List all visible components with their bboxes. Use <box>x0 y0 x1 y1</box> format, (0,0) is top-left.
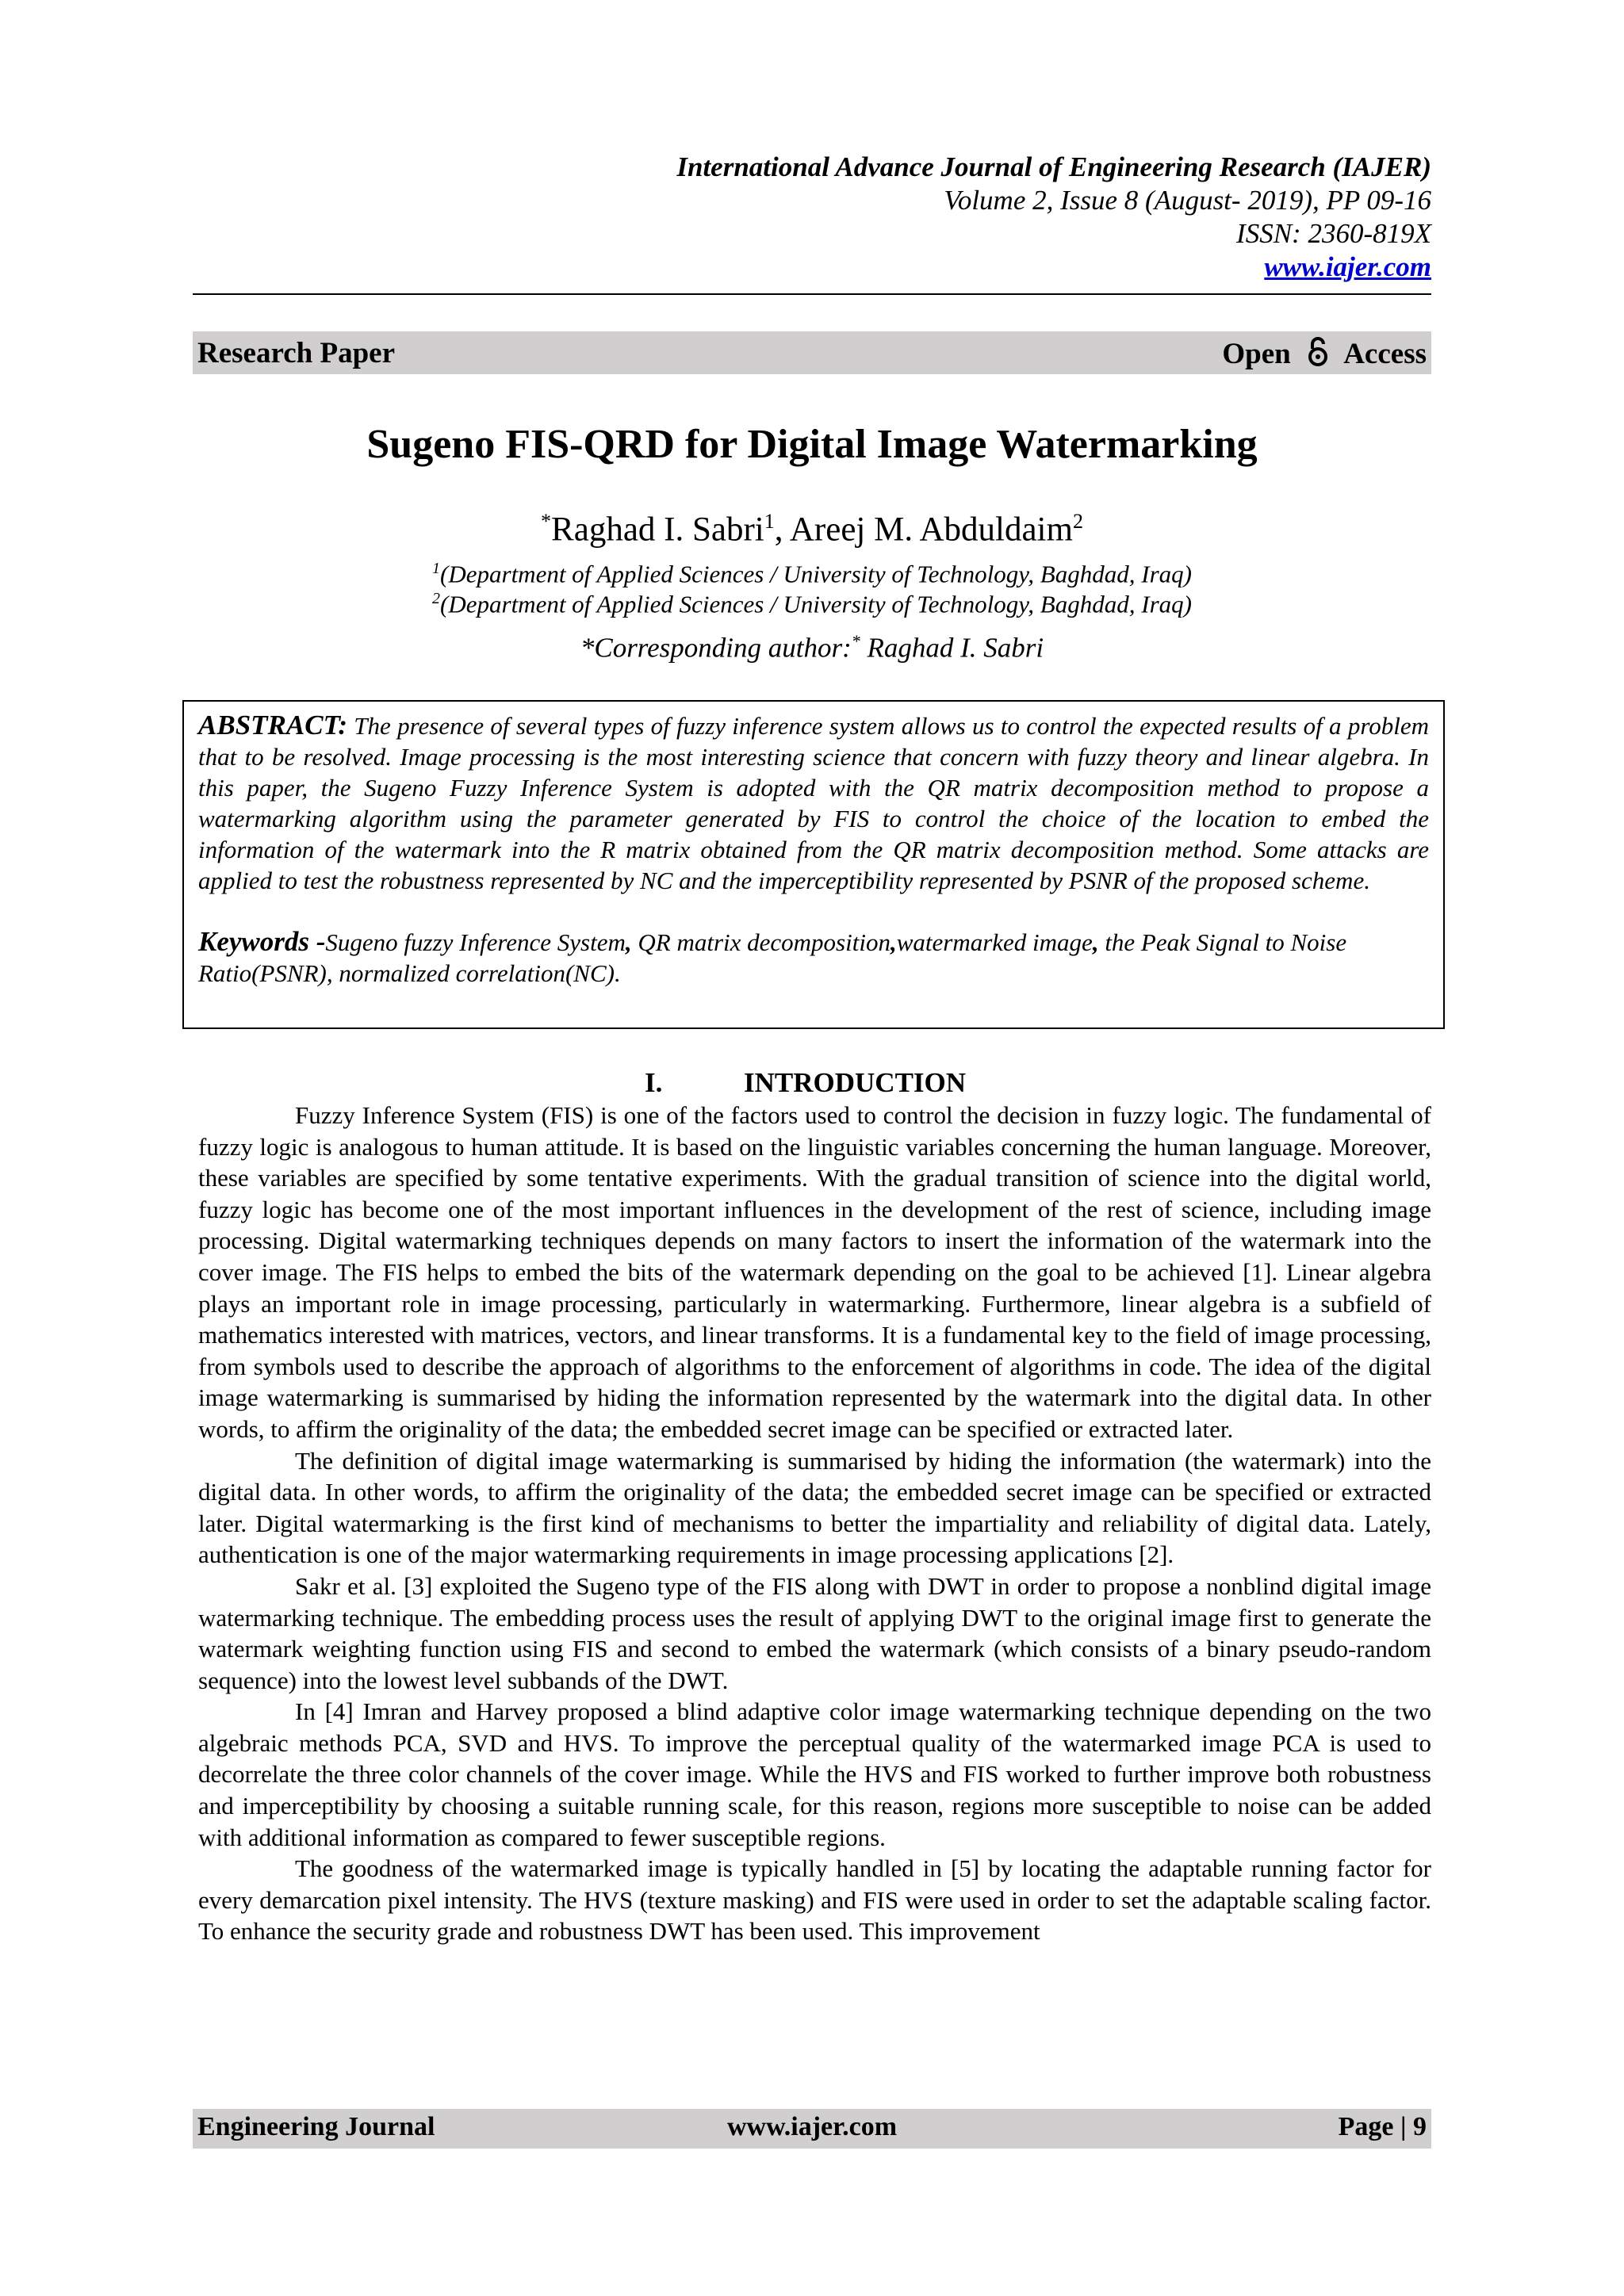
abstract-label: ABSTRACT: <box>198 710 348 740</box>
keyword-separator: , <box>1092 928 1099 956</box>
corresponding-author <box>193 625 1431 665</box>
introduction-body <box>198 1100 1431 1947</box>
keyword-separator: , <box>890 928 897 956</box>
author1-mark: * <box>541 510 552 533</box>
footer-journal: Engineering Journal <box>197 2112 435 2141</box>
open-access-icon <box>1306 336 1330 376</box>
journal-header <box>400 151 1431 284</box>
keyword-4: the Peak Signal to Noise Ratio(PSNR), normalized correlation(NC). <box>198 928 1347 987</box>
affiliation-1-sup: 1 <box>432 560 441 577</box>
paragraph: Fuzzy Inference System (FIS) is one of the factors used to control the decision in fuzzy logic. The fundamental of fuzzy logic is analogous to human attitude. It is based on the linguistic variables concerning the human language. Moreover, these variables are specified by some tentative experiments. With the gradual transition of science into the digital world, fuzzy logic has become one of the most important influences in the development of the rest of science, including image processing. Digital watermarking techniques depends on many factors to insert the information of the watermark into the cover image. The FIS helps to embed the bits of the watermark depending on the goal to be achieved [1]. Linear algebra plays an important role in image processing, particularly in watermarking. Furthermore, linear algebra is a subfield of mathematics interested with matrices, vectors, and linear transforms. It is a fundamental key to the field of image processing, from symbols used to describe the approach of algorithms to the enforcement of algorithms in code. The idea of the digital image watermarking is summarised by hiding the information represented by the watermark into the digital data. In other words, to affirm the originality of the data; the embedded secret image can be specified or extracted later. <box>198 1101 1431 1443</box>
paragraph: In [4] Imran and Harvey proposed a blind adaptive color image watermarking technique depending on the two algebraic methods PCA, SVD and HVS. To improve the perceptual quality of the watermarked image PCA is used to decorrelate the three color channels of the cover image. While the HVS and FIS worked to further improve both robustness and imperceptibility by choosing a suitable running scale, for this reason, regions more susceptible to noise can be added with additional information as compared to fewer susceptible regions. <box>198 1697 1431 1851</box>
section-number: I. <box>645 1067 663 1098</box>
keyword-3: watermarked image <box>896 928 1093 956</box>
paper-title: Sugeno FIS-QRD for Digital Image Watermarking <box>366 422 1258 467</box>
corresponding-name: Raghad I. Sabri <box>860 632 1044 664</box>
paragraph: The goodness of the watermarked image is typically handled in [5] by locating the adaptable running factor for every demarcation pixel intensity. The HVS (texture masking) and FIS were used in order to set the adaptable scaling factor. To enhance the security grade and robustness DWT has been used. This improvement <box>198 1854 1431 1946</box>
abstract <box>198 710 1429 896</box>
keyword-separator: , <box>625 928 632 956</box>
journal-issn: ISSN: 2360-819X <box>1236 218 1431 249</box>
keyword-1: Sugeno fuzzy Inference System <box>325 928 626 956</box>
keyword-2: QR matrix decomposition <box>631 928 891 956</box>
affiliation-2-text: (Department of Applied Sciences / University of Technology, Baghdad, Iraq) <box>440 590 1192 618</box>
affiliation-2 <box>193 584 1431 619</box>
affiliation-2-sup: 2 <box>432 590 441 607</box>
access-text: Access <box>1343 338 1427 370</box>
footer-url-link[interactable]: www.iajer.com <box>726 2112 898 2141</box>
research-paper-banner <box>193 331 1431 374</box>
footer-banner <box>193 2109 1431 2149</box>
open-access-label <box>1222 336 1427 376</box>
section-title: INTRODUCTION <box>744 1067 967 1098</box>
abstract-text: The presence of several types of fuzzy inference system allows us to control the expected results of a problem that to be resolved. Image processing is the most interesting science that concern with fuzzy theory and linear algebra. In this paper, the Sugeno Fuzzy Inference System is adopted with the QR matrix decomposition method to propose a watermarking algorithm using the parameter generated by FIS to control the choice of the location to embed the information of the watermark into the R matrix obtained from the QR matrix decomposition method. Some attacks are applied to test the robustness represented by NC and the imperceptibility represented by PSNR of the proposed scheme. <box>198 712 1429 894</box>
abstract-box <box>182 700 1445 1029</box>
keywords <box>198 926 1429 989</box>
author1-sup: 1 <box>764 510 775 533</box>
paragraph: Sakr et al. [3] exploited the Sugeno type of the FIS along with DWT in order to propose a nonblind digital image watermarking technique. The embedding process uses the result of applying DWT to the original image first to generate the watermark weighting function using FIS and second to embed the watermark (which consists of a binary pseudo-random sequence) into the lowest level subbands of the DWT. <box>198 1571 1431 1694</box>
journal-volume: Volume 2, Issue 8 (August- 2019), PP 09-16 <box>944 185 1431 216</box>
journal-url-link[interactable]: www.iajer.com <box>1264 251 1431 282</box>
keywords-label: Keywords - <box>198 926 326 957</box>
header-rule <box>193 293 1431 295</box>
author1-name: Raghad I. Sabri <box>551 511 764 549</box>
corresponding-prefix: *Corresponding author: <box>580 632 852 664</box>
author2-sup: 2 <box>1072 510 1083 533</box>
author2-name: , Areej M. Abduldaim <box>774 511 1073 549</box>
journal-name: International Advance Journal of Engineering Research (IAJER) <box>676 151 1431 182</box>
affiliation-1-text: (Department of Applied Sciences / University of Technology, Baghdad, Iraq) <box>440 560 1192 588</box>
paragraph: The definition of digital image watermarking is summarised by hiding the information (the watermark) into the digital data. In other words, to affirm the originality of the data; the embedded secret image can be specified or extracted later. Digital watermarking is the first kind of mechanisms to better the impartiality and reliability of digital data. Lately, authentication is one of the major watermarking requirements in image processing applications [2]. <box>198 1446 1431 1569</box>
open-text: Open <box>1222 338 1291 370</box>
corresponding-mark: * <box>851 631 860 651</box>
footer-page-number: Page | 9 <box>1338 2112 1427 2141</box>
paper-type-label: Research Paper <box>197 337 395 369</box>
author-line <box>193 501 1431 550</box>
